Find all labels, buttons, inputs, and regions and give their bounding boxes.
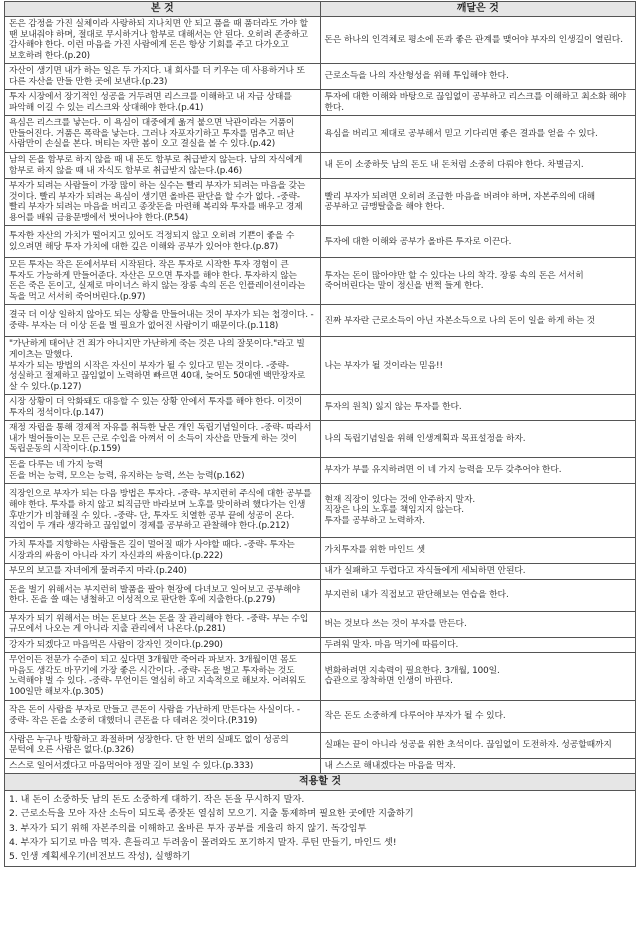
- apply-body-row: [5, 791, 636, 867]
- table-row: [5, 153, 636, 179]
- quote-cell: 가치 투자를 지향하는 사람들은 길이 멀어질 때가 사야할 때다. -중략- 투자는 시장과의 싸움이 아니라 자기 자신과의 싸움이다.(p.222): [5, 538, 321, 564]
- lesson-cell: 내 스스로 해내겠다는 마음을 먹자.: [320, 758, 636, 774]
- lesson-cell: 현재 직장이 있다는 것에 안주하지 말자. 직장은 나의 노후를 책임지지 않는다. 투자를 공부하고 노력하자.: [320, 484, 636, 538]
- table-row: [5, 758, 636, 774]
- apply-item: 2. 근로소득을 모아 자산 소득이 되도록 종잣돈 열심히 모으기. 지출 통제하며 필요한 곳에만 지출하기: [9, 808, 414, 820]
- lesson-cell: 진짜 부자란 근로소득이 아닌 자본소득으로 나의 돈이 일을 하게 하는 것: [320, 305, 636, 337]
- apply-list: [5, 791, 636, 867]
- quote-cell: 욕심은 리스크를 낳는다. 이 욕심이 대중에게 옮겨 붙으면 낙관이라는 거품이 만들어진다. 거품은 폭락을 낳는다. 그러나 자포자기하고 투자를 멈추고 떠난 사람만이 손실을 본다. 버티는 자만 봄이 오고 결실을 볼 수 있다.(p.42): [5, 116, 321, 153]
- apply-item: 3. 부자가 되기 위해 자본주의를 이해하고 올바른 투자 공부를 게을리 하지 않기. 독강임투: [9, 822, 367, 834]
- table-row: [5, 611, 636, 637]
- table-row: [5, 226, 636, 258]
- quote-cell: "가난하게 태어난 건 죄가 아니지만 가난하게 죽는 것은 나의 잘못이다."라고 빌 게이츠는 말했다. 부자가 되는 방법의 시작은 자신이 부자가 될 수 있다고 믿는 것이다. -중략- 성실하고 절제하고 끊임없이 노력하면 빠르면 40대, 늦어도 50대엔 백만장자로 살 수 있다.(p.127): [5, 337, 321, 395]
- quote-cell: 재정 자립을 통해 경제적 자유를 취득한 날은 개인 독립기념일이다. -중략- 따라서 내가 벌어들이는 모든 근로 수입을 아껴서 이 소득이 자산을 만들게 하는 것이 독립운동의 시작이다.(p.159): [5, 421, 321, 458]
- table-row: [5, 305, 636, 337]
- table-row: [5, 395, 636, 421]
- lesson-cell: 가치투자를 위한 마인드 셋: [320, 538, 636, 564]
- quote-cell: 스스로 일어서겠다고 마음먹어야 정말 길이 보일 수 있다.(p.333): [5, 758, 321, 774]
- header-seen: 본 것: [5, 2, 321, 17]
- quote-cell: 작은 돈이 사람을 부자로 만들고 큰돈이 사람을 가난하게 만든다는 사실이다. -중략- 작은 돈을 소중히 대했더니 큰돈을 다 데려온 것이다.(P.319): [5, 700, 321, 732]
- lesson-cell: 빨리 부자가 되려면 오히려 조급한 마음을 버려야 하며, 자본주의에 대해 공부하고 금맹탈출을 해야 한다.: [320, 179, 636, 226]
- quote-cell: 남의 돈을 함부로 하지 않을 때 내 돈도 함부로 취급받지 않는다. 남의 자식에게 함부로 하지 않을 때 내 자식도 함부로 취급받지 않는다.(p.46): [5, 153, 321, 179]
- table-row: [5, 258, 636, 305]
- quote-cell: 결국 더 이상 일하지 않아도 되는 상황을 만들어내는 것이 부자가 되는 첩경이다. -중략- 부자는 더 이상 돈을 벌 필요가 없어진 사람이기 때문이다.(p.118): [5, 305, 321, 337]
- apply-title: 적용할 것: [5, 774, 636, 791]
- table-row: [5, 116, 636, 153]
- table-row: [5, 579, 636, 611]
- quote-cell: 부자가 되기 위해서는 버는 돈보다 쓰는 돈을 잘 관리해야 한다. -중략- 부는 수입 규모에서 나오는 게 아니라 지출 관리에서 나온다.(p.281): [5, 611, 321, 637]
- lesson-cell: 부지런히 내가 직접보고 판단해보는 연습을 한다.: [320, 579, 636, 611]
- table-row: [5, 653, 636, 700]
- lesson-cell: 내가 실패하고 두렵다고 자식들에게 세뇌하면 안된다.: [320, 564, 636, 580]
- table-row: [5, 484, 636, 538]
- table-row: [5, 732, 636, 758]
- lesson-cell: 욕심을 버리고 제대로 공부해서 믿고 기다리면 좋은 결과를 얻을 수 있다.: [320, 116, 636, 153]
- quote-cell: 직장인으로 부자가 되는 다음 방법은 투자다. -중략- 부지런히 주식에 대한 공부를 해야 한다. 투자를 하지 않고 퇴직금만 바라보며 노후를 맞이하려 했다가는 인생 후반기가 비참해질 수 있다. -중략- 단, 투자도 치열한 공부 끝에 성공이 온다. 직업이 두 개라 생각하고 끊임없이 경제를 공부하고 관찰해야 한다.(p.212): [5, 484, 321, 538]
- quote-cell: 모든 투자는 작은 돈에서부터 시작된다. 작은 투자로 시작한 투자 경험이 큰 투자도 가능하게 만들어준다. 자산은 모으면 투자를 해야 한다. 투자하지 않는 돈은 죽은 돈이고, 실제로 마이너스 하지 않는 장롱 속의 돈은 인플레이션이라는 독을 먹고 서서히 죽어버린다.(p.97): [5, 258, 321, 305]
- quote-cell: 자산이 생기면 내가 하는 일은 두 가지다. 내 회사를 더 키우는 데 사용하거나 또 다른 자산을 만들 만한 곳에 보낸다.(p.23): [5, 64, 321, 90]
- table-row: [5, 700, 636, 732]
- quote-cell: 투자한 자산의 가치가 떨어지고 있어도 걱정되지 않고 오히려 기쁜이 좋을 수 있으려면 해당 투자 가치에 대한 깊은 이해와 공부가 있어야 한다.(p.87): [5, 226, 321, 258]
- apply-header-row: [5, 774, 636, 791]
- lesson-cell: 투자에 대한 이해와 공부가 올바른 투자로 이끈다.: [320, 226, 636, 258]
- lesson-cell: 투자에 대한 이해와 바탕으로 끊임없이 공부하고 리스크를 이해하고 최소화 해야 한다.: [320, 90, 636, 116]
- lesson-cell: 내 돈이 소중하듯 남의 돈도 내 돈처럼 소중히 다뤄야 한다. 차별금지.: [320, 153, 636, 179]
- lesson-cell: 나의 독립기념일을 위해 인생계획과 목표설정을 하자.: [320, 421, 636, 458]
- table-body: [5, 17, 636, 774]
- apply-item: 4. 부자가 되기로 마음 먹자. 흔들리고 두려움이 몰려와도 포기하지 말자. 루틴 만들기, 마인드 셋!: [9, 836, 397, 848]
- apply-item: 1. 내 돈이 소중하듯 남의 돈도 소중하게 대하기. 작은 돈을 무시하지 말자.: [9, 794, 305, 806]
- quote-cell: 무언이든 전문가 수준이 되고 싶다면 3개월만 죽어라 파보자. 3개월이면 몸도 마음도 생각도 바꾸기에 가장 좋은 시간이다. -중략- 돈을 벌고 투자하는 것도 노력해야 벌 수 있다. -중략- 무언이든 열심히 하고 지속적으로 해보자. 어려워도 100일만 해보자.(p.305): [5, 653, 321, 700]
- table-row: [5, 179, 636, 226]
- lesson-cell: 버는 것보다 쓰는 것이 부자를 만든다.: [320, 611, 636, 637]
- table-row: [5, 564, 636, 580]
- table-row: [5, 637, 636, 653]
- quote-cell: 돈을 다루는 네 가지 능력 돈을 버는 능력, 모으는 능력, 유지하는 능력, 쓰는 능력(p.162): [5, 457, 321, 483]
- lesson-cell: 근로소득을 나의 자산형성을 위해 투입해야 한다.: [320, 64, 636, 90]
- lesson-cell: 실패는 끝이 아니라 성공을 위한 초석이다. 끊임없이 도전하자. 성공할때까지: [320, 732, 636, 758]
- header-realized: 깨달은 것: [320, 2, 636, 17]
- reading-notes-table: [4, 1, 636, 867]
- table-row: [5, 64, 636, 90]
- quote-cell: 부자가 되려는 사람들이 가장 많이 하는 실수는 빨리 부자가 되려는 마음을 갖는 것이다. 빨리 부자가 되려는 욕심이 생기면 올바른 판단을 할 수가 없다. -중략- 빨리 부자가 되려는 마음을 버리고 종잣돈을 마련해 복리와 투자를 배우고 경제 용어를 배워 금융문맹에서 벗어나야 한다.(P.54): [5, 179, 321, 226]
- lesson-cell: 변화하려면 지속력이 필요한다. 3개월, 100일. 습관으로 장착하면 인생이 바뀐다.: [320, 653, 636, 700]
- document: [4, 1, 636, 867]
- lesson-cell: 돈은 하나의 인격체로 평소에 돈과 좋은 관계를 맺어야 부자의 인생길이 열린다.: [320, 17, 636, 64]
- lesson-cell: 부자가 부를 유지하려면 이 네 가지 능력을 모두 갖추어야 한다.: [320, 457, 636, 483]
- apply-item: 5. 인생 계획세우기(비전보드 작성), 실행하기: [9, 851, 191, 863]
- quote-cell: 부모의 보고를 자녀에게 물려주지 마라.(p.240): [5, 564, 321, 580]
- table-header-row: [5, 2, 636, 17]
- table-row: [5, 90, 636, 116]
- table-row: [5, 17, 636, 64]
- quote-cell: 시장 상황이 더 악화돼도 대응할 수 있는 상황 안에서 투자를 해야 한다. 이것이 투자의 정석이다.(p.147): [5, 395, 321, 421]
- quote-cell: 돈은 감정을 가진 실체이라 사랑하되 지나치면 안 되고 품을 때 품더라도 가야 할 땐 보내줘야 하며, 절대로 무시하거나 함부로 대해서는 안 된다. 오히려 존중하고 감사해야 한다. 이런 마음을 가진 사람에게 돈은 항상 기회를 주고 다가오고 보호하려 한다.(p.20): [5, 17, 321, 64]
- table-row: [5, 337, 636, 395]
- quote-cell: 돈을 벌기 위해서는 부지런히 발품을 팔아 현장에 다녀보고 일어보고 공부해야 한다. 돈을 쓸 때는 냉철하고 이성적으로 판단한 후에 지출한다.(p.279): [5, 579, 321, 611]
- lesson-cell: 두려워 말자. 마음 먹기에 따름이다.: [320, 637, 636, 653]
- lesson-cell: 투자는 돈이 많아야만 할 수 있다는 나의 착각. 장롱 속의 돈은 서서히 죽어버린다는 말이 정신을 번쩍 들게 한다.: [320, 258, 636, 305]
- lesson-cell: 나는 부자가 될 것이라는 믿음!!: [320, 337, 636, 395]
- table-row: [5, 538, 636, 564]
- quote-cell: 강자가 되겠다고 마음먹은 사람이 강자인 것이다.(p.290): [5, 637, 321, 653]
- lesson-cell: 투자의 원칙) 잃지 않는 투자를 한다.: [320, 395, 636, 421]
- table-row: [5, 421, 636, 458]
- quote-cell: 투자 시장에서 장기적인 성공을 거두려면 리스크를 이해하고 내 자금 상태를 파악해 이길 수 있는 리스크와 상대해야 한다.(p.41): [5, 90, 321, 116]
- lesson-cell: 작은 돈도 소중하게 다루어야 부자가 될 수 있다.: [320, 700, 636, 732]
- quote-cell: 사람은 누구나 방황하고 좌절하며 성장한다. 단 한 번의 실패도 없이 성공의 문턱에 오른 사람은 없다.(p.326): [5, 732, 321, 758]
- table-row: [5, 457, 636, 483]
